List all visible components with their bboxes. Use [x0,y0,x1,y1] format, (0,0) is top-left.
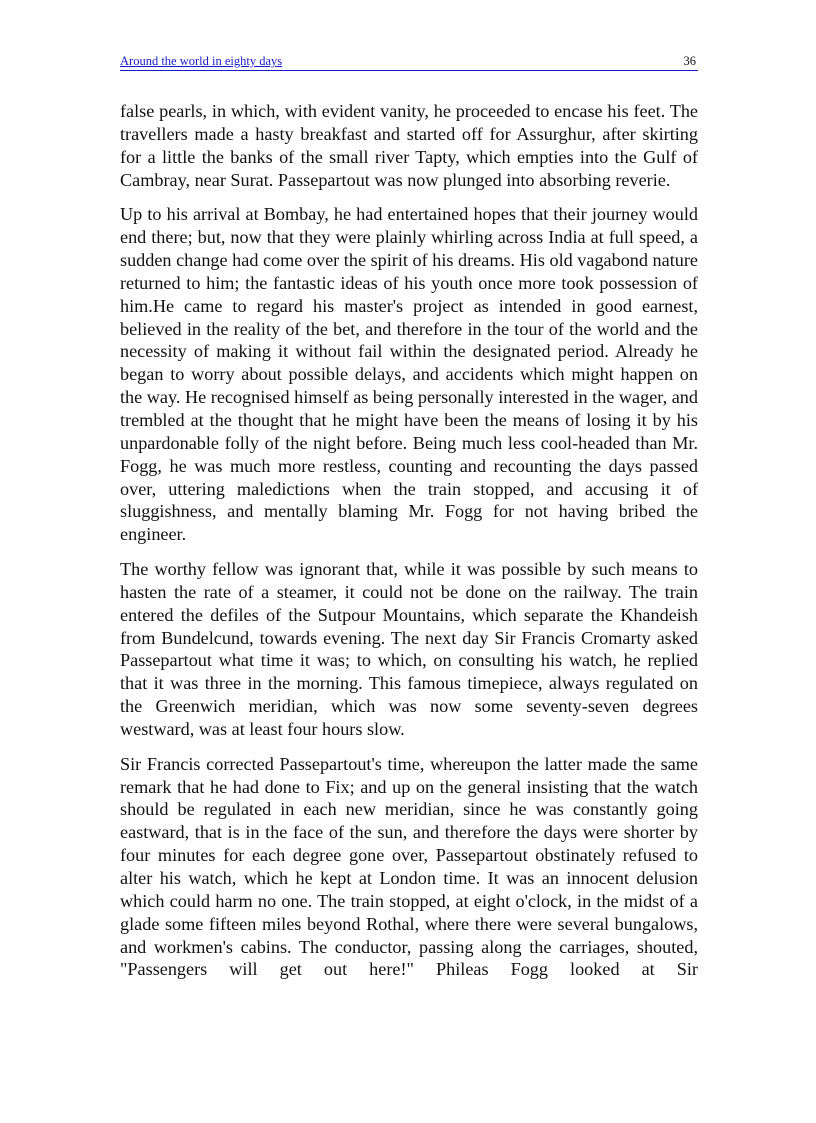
paragraph-2: Up to his arrival at Bombay, he had entertained hopes that their journey would end there; but, now that they were plainly whirling across India at full speed, a sudden change had come over the spirit of his dreams. His old vagabond nature returned to him; the fantastic ideas of his youth once more took possession of him.He came to regard his master's project as intended in good earnest, believed in the reality of the bet, and therefore in the tour of the world and the necessity of making it without fail within the designated period. Already he began to worry about possible delays, and accidents which might happen on the way. He recognised himself as being personally interested in the wager, and trembled at the thought that he might have been the means of losing it by his unpardonable folly of the night before. Being much less cool-headed than Mr. Fogg, he was much more restless, counting and recounting the days passed over, uttering maledictions when the train stopped, and accusing it of sluggishness, and mentally blaming Mr. Fogg for not having bribed the engineer. [120,204,698,545]
book-title-link[interactable]: Around the world in eighty days [120,54,283,68]
paragraph-3: The worthy fellow was ignorant that, while it was possible by such means to hasten the rate of a steamer, it could not be done on the railway. The train entered the defiles of the Sutpour Mountains, which separate the Khandeish from Bundelcund, towards evening. The next day Sir Francis Cromarty asked Passepartout what time it was; to which, on consulting his watch, he replied that it was three in the morning. This famous timepiece, always regulated on the Greenwich meridian, which was now some seventy-seven degrees westward, was at least four hours slow. [120,559,698,739]
page-number: 36 [683,54,696,68]
paragraph-1: false pearls, in which, with evident vanity, he proceeded to encase his feet. The travellers made a hasty breakfast and started off for Assurghur, after skirting for a little the banks of the small river Tapty, which empties into the Gulf of Cambray, near Surat. Passepartout was now plunged into absorbing reverie. [120,101,698,190]
page-header [120,54,698,71]
paragraph-4: Sir Francis corrected Passepartout's time, whereupon the latter made the same remark that he had done to Fix; and up on the general insisting that the watch should be regulated in each new meridian, since he was constantly going eastward, that is in the face of the sun, and therefore the days were shorter by four minutes for each degree gone over, Passepartout obstinately refused to alter his watch, which he kept at London time. It was an innocent delusion which could harm no one. The train stopped, at eight o'clock, in the midst of a glade some fifteen miles beyond Rothal, where there were several bungalows, and workmen's cabins. The conductor, passing along the carriages, shouted, "Passengers will get out here!" Phileas Fogg looked at Sir [120,753,698,980]
page-body [120,100,698,981]
